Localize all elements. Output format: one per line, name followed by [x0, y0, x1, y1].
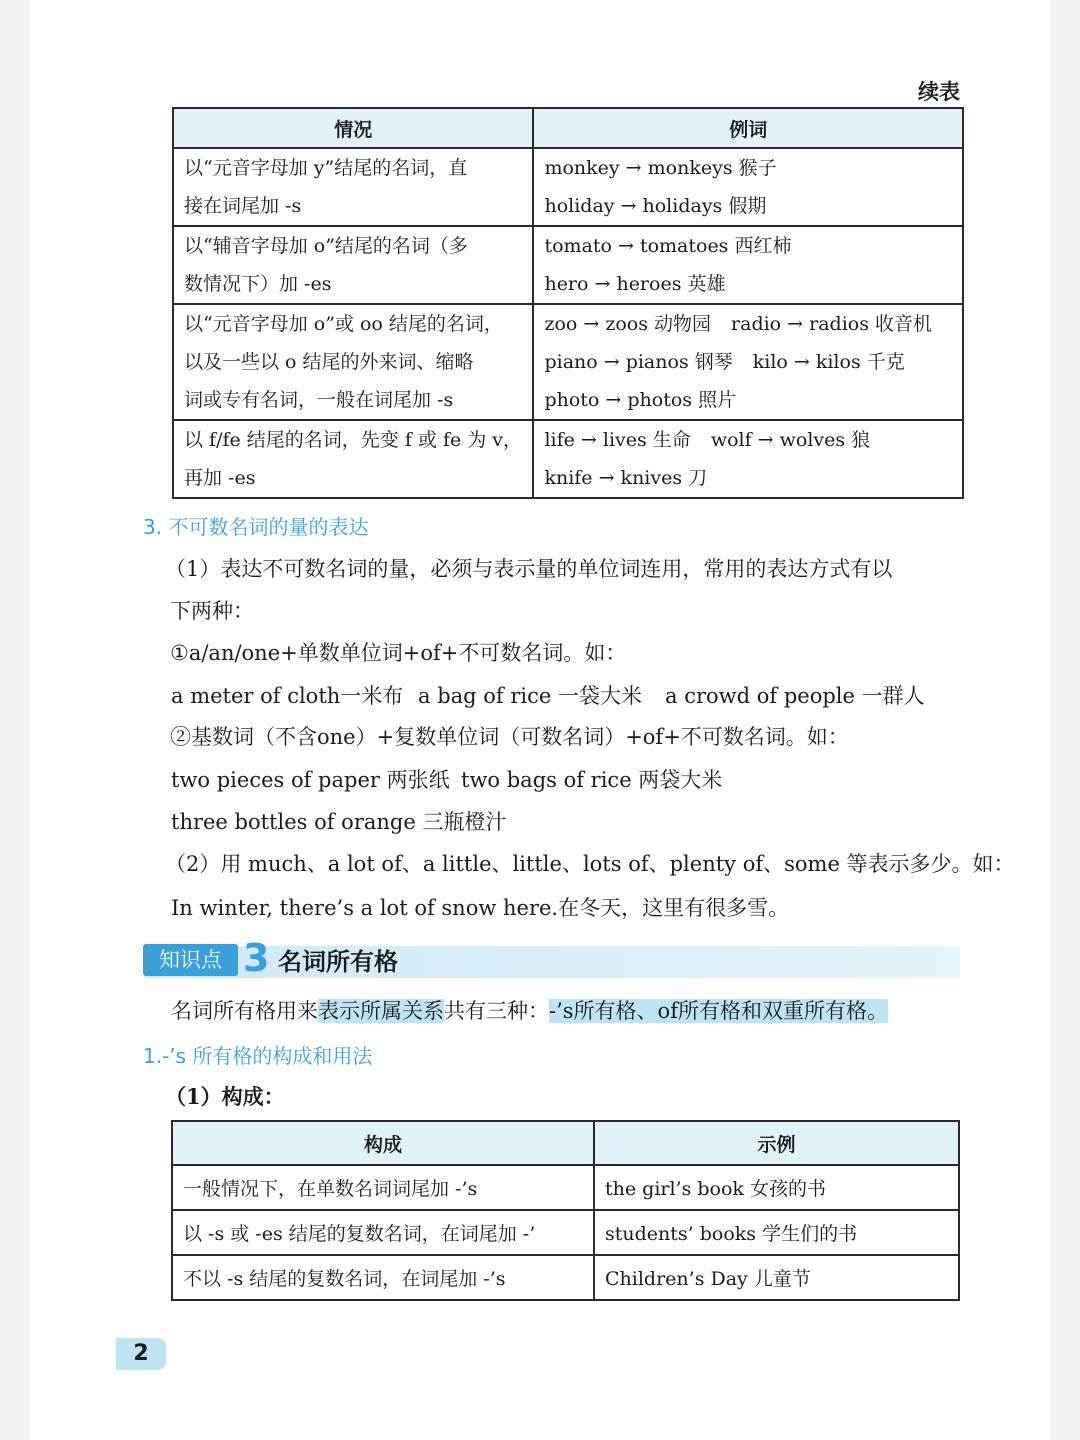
highlighted-text: -’s所有格、of所有格和双重所有格。 [549, 999, 888, 1023]
text-line: 以“辅音字母加 o”结尾的名词（多 [184, 235, 468, 257]
knowledge-point-tag: 知识点 [143, 944, 238, 976]
table-row [173, 304, 963, 420]
intro-text: 共有三种： [444, 999, 549, 1023]
examples-cell [533, 304, 963, 420]
example-sentence: In winter, there’s a lot of snow here.在冬天，这里有很多雪。 [171, 896, 790, 920]
plural-rules-table [172, 107, 964, 499]
table-row [172, 1255, 959, 1300]
section-heading-possessive: 1.-’s 所有格的构成和用法 [143, 1044, 373, 1068]
example-line: a crowd of people 一群人 [665, 684, 925, 708]
text-line: 以及一些以 o 结尾的外来词、缩略 [184, 351, 474, 373]
text-line: 词或专有名词，一般在词尾加 -s [184, 389, 454, 411]
example-line [544, 421, 952, 459]
text-line: 再加 -es [184, 467, 256, 489]
table-row [173, 420, 963, 498]
example-line [544, 459, 952, 497]
rule-two: ②基数词（不含one）+复数单位词（可数名词）+of+不可数名词。如： [170, 725, 849, 749]
possessive-table [171, 1120, 960, 1301]
table-row [173, 226, 963, 304]
example-word: radio → radios 收音机 [731, 313, 932, 335]
example-line [544, 149, 952, 187]
example-word: holiday → holidays 假期 [544, 195, 767, 217]
examples-cell [533, 226, 963, 304]
text-line: 接在词尾加 -s [184, 195, 302, 217]
column-header-examples: 例词 [533, 108, 963, 148]
rule-one: ①a/an/one+单数单位词+of+不可数名词。如： [170, 641, 627, 665]
example-line: three bottles of orange 三瓶橙汁 [171, 810, 507, 834]
example-word: piano → pianos 钢琴 [544, 351, 733, 373]
intro-paragraph [171, 995, 888, 1025]
example-word: photo → photos 照片 [544, 389, 737, 411]
example-word: tomato → tomatoes 西红柿 [544, 235, 792, 257]
sub-heading: （1）构成： [165, 1084, 285, 1109]
example-line [544, 343, 952, 381]
condition-cell [173, 420, 533, 498]
section-heading-uncountable: 3. 不可数名词的量的表达 [143, 515, 369, 539]
example-cell: students’ books 学生们的书 [594, 1210, 959, 1255]
example-line: a bag of rice 一袋大米 [418, 684, 642, 708]
example-cell: Children’s Day 儿童节 [594, 1255, 959, 1300]
example-line [544, 187, 952, 225]
condition-cell [173, 148, 533, 226]
examples-cell [533, 148, 963, 226]
example-line [544, 265, 952, 303]
formation-cell: 不以 -s 结尾的复数名词，在词尾加 -’s [172, 1255, 594, 1300]
example-line [544, 305, 952, 343]
formation-cell: 以 -s 或 -es 结尾的复数名词，在词尾加 -’ [172, 1210, 594, 1255]
formation-cell: 一般情况下，在单数名词词尾加 -’s [172, 1165, 594, 1210]
example-cell: the girl’s book 女孩的书 [594, 1165, 959, 1210]
paragraph-line: （1）表达不可数名词的量，必须与表示量的单位词连用，常用的表达方式有以 [165, 557, 893, 581]
highlighted-text: 表示所属关系 [318, 999, 444, 1023]
example-word: kilo → kilos 千克 [752, 351, 905, 373]
column-header-condition: 情况 [173, 108, 533, 148]
text-line: 以“元音字母加 y”结尾的名词，直 [184, 157, 468, 179]
column-header-example: 示例 [594, 1121, 959, 1165]
table-header-row [173, 108, 963, 148]
continued-label: 续表 [918, 80, 960, 104]
page-number: 2 [116, 1338, 166, 1370]
example-line: a meter of cloth一米布 [171, 684, 404, 708]
example-line: two bags of rice 两袋大米 [461, 768, 723, 792]
text-line: 以“元音字母加 o”或 oo 结尾的名词， [184, 313, 503, 335]
knowledge-point-title: 名词所有格 [278, 948, 398, 976]
condition-cell [173, 304, 533, 420]
example-word: hero → heroes 英雄 [544, 273, 726, 295]
condition-cell [173, 226, 533, 304]
examples-cell [533, 420, 963, 498]
example-word: knife → knives 刀 [544, 467, 708, 489]
text-line: 以 f/fe 结尾的名词，先变 f 或 fe 为 v， [184, 429, 523, 451]
example-word: monkey → monkeys 猴子 [544, 157, 777, 179]
table-row [172, 1210, 959, 1255]
page [30, 0, 1050, 1440]
table-row [173, 148, 963, 226]
paragraph-line: （2）用 much、a lot of、a little、little、lots of、plenty of、some 等表示多少。如： [165, 852, 1015, 876]
example-word: wolf → wolves 狼 [710, 429, 871, 451]
example-word: life → lives 生命 [544, 429, 691, 451]
example-word: zoo → zoos 动物园 [544, 313, 712, 335]
column-header-formation: 构成 [172, 1121, 594, 1165]
text-line: 数情况下）加 -es [184, 273, 332, 295]
example-line: two pieces of paper 两张纸 [171, 768, 450, 792]
paragraph-line: 下两种： [170, 599, 254, 623]
knowledge-point-number: 3 [243, 936, 270, 980]
intro-text: 名词所有格用来 [171, 999, 318, 1023]
table-row [172, 1165, 959, 1210]
example-line [544, 227, 952, 265]
table-header-row [172, 1121, 959, 1165]
example-line [544, 381, 952, 419]
